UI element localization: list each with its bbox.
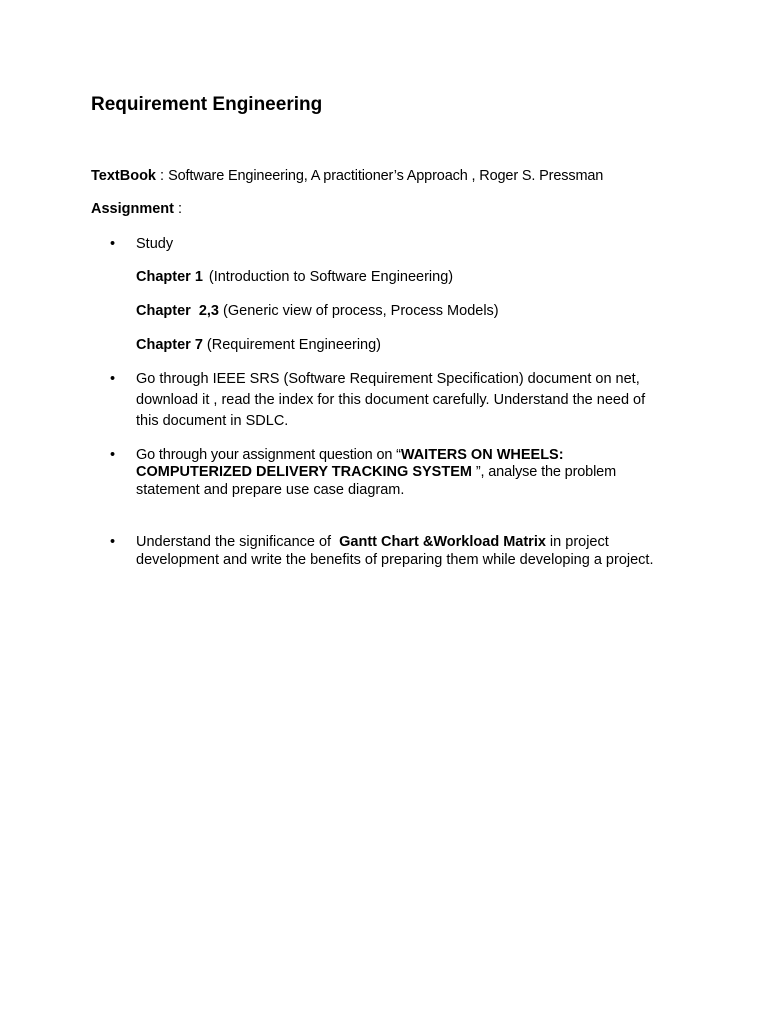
assignment-question-line-2: [136, 463, 616, 481]
textbook-value: Software Engineering, A practitioner’s Approach , Roger S. Pressman: [168, 168, 604, 184]
chapter-description: (Generic view of process, Process Models): [219, 303, 499, 319]
chapter-item: [136, 336, 381, 354]
assignment-question-title-1: WAITERS ON WHEELS:: [400, 447, 564, 463]
assignment-separator: :: [174, 201, 183, 217]
assignment-question-line-1: [136, 446, 564, 464]
study-label: Study: [136, 236, 174, 252]
gantt-bold: Gantt Chart &Workload Matrix: [339, 534, 546, 550]
chapter-label: Chapter 7: [136, 337, 203, 353]
assignment-line: [91, 200, 182, 218]
assignment-question-line-3: statement and prepare use case diagram.: [136, 482, 405, 498]
chapter-item: [136, 268, 453, 286]
gantt-line-2: development and write the benefits of preparing them while developing a project.: [136, 552, 654, 568]
textbook-label: TextBook: [91, 168, 156, 184]
bullet-marker: •: [110, 534, 116, 550]
gantt-prefix: Understand the significance of: [136, 534, 340, 550]
gantt-line-1: [136, 533, 609, 551]
chapter-description: (Requirement Engineering): [202, 337, 382, 353]
chapter-label: Chapter 2,3: [136, 303, 219, 319]
textbook-line: [91, 167, 603, 185]
assignment-question-suffix: ”, analyse the problem: [471, 464, 616, 480]
chapter-item: [136, 302, 499, 320]
assignment-label: Assignment: [91, 201, 174, 217]
page-title: Requirement Engineering: [91, 94, 323, 115]
assignment-question-prefix: Go through your assignment question on “: [136, 447, 401, 463]
gantt-suffix: in project: [545, 534, 609, 550]
assignment-question-title-2: COMPUTERIZED DELIVERY TRACKING SYSTEM: [136, 464, 472, 480]
ieee-line-1: Go through IEEE SRS (Software Requirement Specification) document on net,: [136, 371, 640, 387]
bullet-marker: •: [110, 371, 116, 387]
chapter-description: (Introduction to Software Engineering): [208, 269, 454, 285]
chapter-label: Chapter 1: [136, 269, 203, 285]
ieee-line-3: this document in SDLC.: [136, 413, 289, 429]
bullet-marker: •: [110, 447, 116, 463]
bullet-marker: •: [110, 236, 116, 252]
ieee-line-2: download it , read the index for this document carefully. Understand the need of: [136, 392, 646, 408]
textbook-separator: :: [156, 168, 169, 184]
